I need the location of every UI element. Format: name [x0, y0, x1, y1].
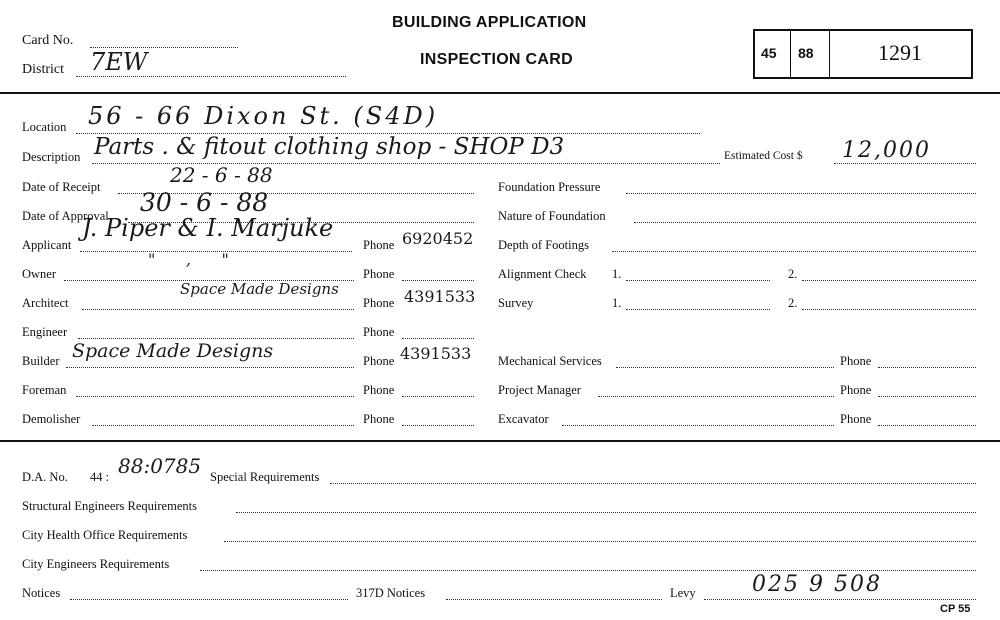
health-requirements-line [224, 541, 976, 542]
survey-2-label: 2. [788, 296, 798, 310]
nature-of-foundation-label: Nature of Foundation [498, 209, 606, 223]
date-of-approval-label: Date of Approval [22, 209, 109, 223]
survey-label: Survey [498, 296, 534, 310]
notices-line [70, 599, 348, 600]
foreman-phone-line [402, 396, 474, 397]
da-no-value: 88:0785 [118, 454, 202, 478]
mechanical-services-line [616, 367, 834, 368]
project-manager-phone-label: Phone [840, 383, 872, 397]
applicant-phone-value: 6920452 [402, 229, 474, 248]
box-divider-2 [829, 31, 830, 77]
project-manager-phone-line [878, 396, 976, 397]
foreman-phone-label: Phone [363, 383, 395, 397]
notices-317d-line [446, 599, 662, 600]
mechanical-phone-label: Phone [840, 354, 872, 368]
estimated-cost-label: Estimated Cost $ [724, 150, 803, 162]
levy-label: Levy [670, 586, 696, 600]
mechanical-phone-line [878, 367, 976, 368]
engineer-phone-label: Phone [363, 325, 395, 339]
applicant-value: J. Piper & I. Marjuke [82, 214, 334, 242]
city-engineers-requirements-label: City Engineers Requirements [22, 557, 170, 571]
architect-value: Space Made Designs [180, 280, 339, 298]
depth-of-footings-line [612, 251, 976, 252]
project-manager-label: Project Manager [498, 383, 581, 397]
levy-value: 025 9 508 [752, 572, 882, 597]
engineer-label: Engineer [22, 325, 68, 339]
foundation-pressure-label: Foundation Pressure [498, 180, 601, 194]
district-line [76, 76, 346, 77]
estimated-cost-value: 12,000 [842, 138, 931, 163]
applicant-phone-label: Phone [363, 238, 395, 252]
demolisher-phone-line [402, 425, 474, 426]
date-of-approval-value: 30 - 6 - 88 [140, 188, 269, 217]
district-label: District [22, 62, 64, 77]
da-no-label: D.A. No. [22, 470, 68, 484]
demolisher-phone-label: Phone [363, 412, 395, 426]
date-of-receipt-label: Date of Receipt [22, 180, 101, 194]
architect-label: Architect [22, 296, 69, 310]
structural-requirements-label: Structural Engineers Requirements [22, 499, 197, 513]
health-requirements-label: City Health Office Requirements [22, 528, 188, 542]
owner-label: Owner [22, 267, 57, 281]
foreman-label: Foreman [22, 383, 67, 397]
title-line-1: BUILDING APPLICATION [392, 14, 587, 31]
district-value: 7EW [90, 48, 148, 76]
box-year: 88 [798, 45, 814, 61]
excavator-label: Excavator [498, 412, 549, 426]
card-no-label: Card No. [22, 33, 74, 48]
card-number: 1291 [878, 40, 922, 65]
architect-line [82, 309, 354, 310]
builder-line [66, 367, 354, 368]
builder-phone-label: Phone [363, 354, 395, 368]
location-label: Location [22, 120, 67, 134]
alignment-1-label: 1. [612, 267, 622, 281]
depth-of-footings-label: Depth of Footings [498, 238, 589, 252]
survey-1-label: 1. [612, 296, 622, 310]
builder-phone-value: 4391533 [400, 344, 472, 363]
header-rule [0, 92, 1000, 94]
alignment-2-line [802, 280, 976, 281]
excavator-line [562, 425, 834, 426]
city-engineers-requirements-line [200, 570, 976, 571]
alignment-1-line [626, 280, 770, 281]
builder-label: Builder [22, 354, 60, 368]
applicant-label: Applicant [22, 238, 72, 252]
owner-phone-label: Phone [363, 267, 395, 281]
builder-value: Space Made Designs [72, 340, 274, 362]
date-of-receipt-value: 22 - 6 - 88 [170, 163, 273, 187]
owner-value: " , " [148, 250, 229, 269]
structural-requirements-line [236, 512, 976, 513]
location-value: 56 - 66 Dixon St. (S4D) [88, 102, 439, 130]
engineer-line [78, 338, 354, 339]
estimated-cost-line [834, 163, 976, 164]
project-manager-line [598, 396, 834, 397]
mechanical-services-label: Mechanical Services [498, 354, 602, 368]
box-year-prefix: 45 [761, 45, 777, 61]
da-no-prefix: 44 : [90, 470, 110, 484]
box-divider-1 [790, 31, 791, 77]
excavator-phone-label: Phone [840, 412, 872, 426]
special-requirements-label: Special Requirements [210, 470, 320, 484]
levy-line [704, 599, 976, 600]
engineer-phone-line [402, 338, 474, 339]
alignment-2-label: 2. [788, 267, 798, 281]
architect-phone-label: Phone [363, 296, 395, 310]
description-label: Description [22, 150, 81, 164]
architect-phone-value: 4391533 [404, 287, 476, 306]
excavator-phone-line [878, 425, 976, 426]
foreman-line [76, 396, 354, 397]
notices-317d-label: 317D Notices [356, 586, 426, 600]
survey-2-line [802, 309, 976, 310]
card-number-box [753, 29, 973, 79]
owner-phone-line [402, 280, 474, 281]
survey-1-line [626, 309, 770, 310]
section-rule [0, 440, 1000, 442]
nature-of-foundation-line [634, 222, 976, 223]
demolisher-label: Demolisher [22, 412, 81, 426]
special-requirements-line [330, 483, 976, 484]
title-line-2: INSPECTION CARD [420, 51, 573, 68]
form-code: CP 55 [940, 603, 971, 615]
demolisher-line [92, 425, 354, 426]
description-value: Parts . & fitout clothing shop - SHOP D3 [94, 134, 565, 160]
alignment-check-label: Alignment Check [498, 267, 587, 281]
foundation-pressure-line [626, 193, 976, 194]
notices-label: Notices [22, 586, 61, 600]
